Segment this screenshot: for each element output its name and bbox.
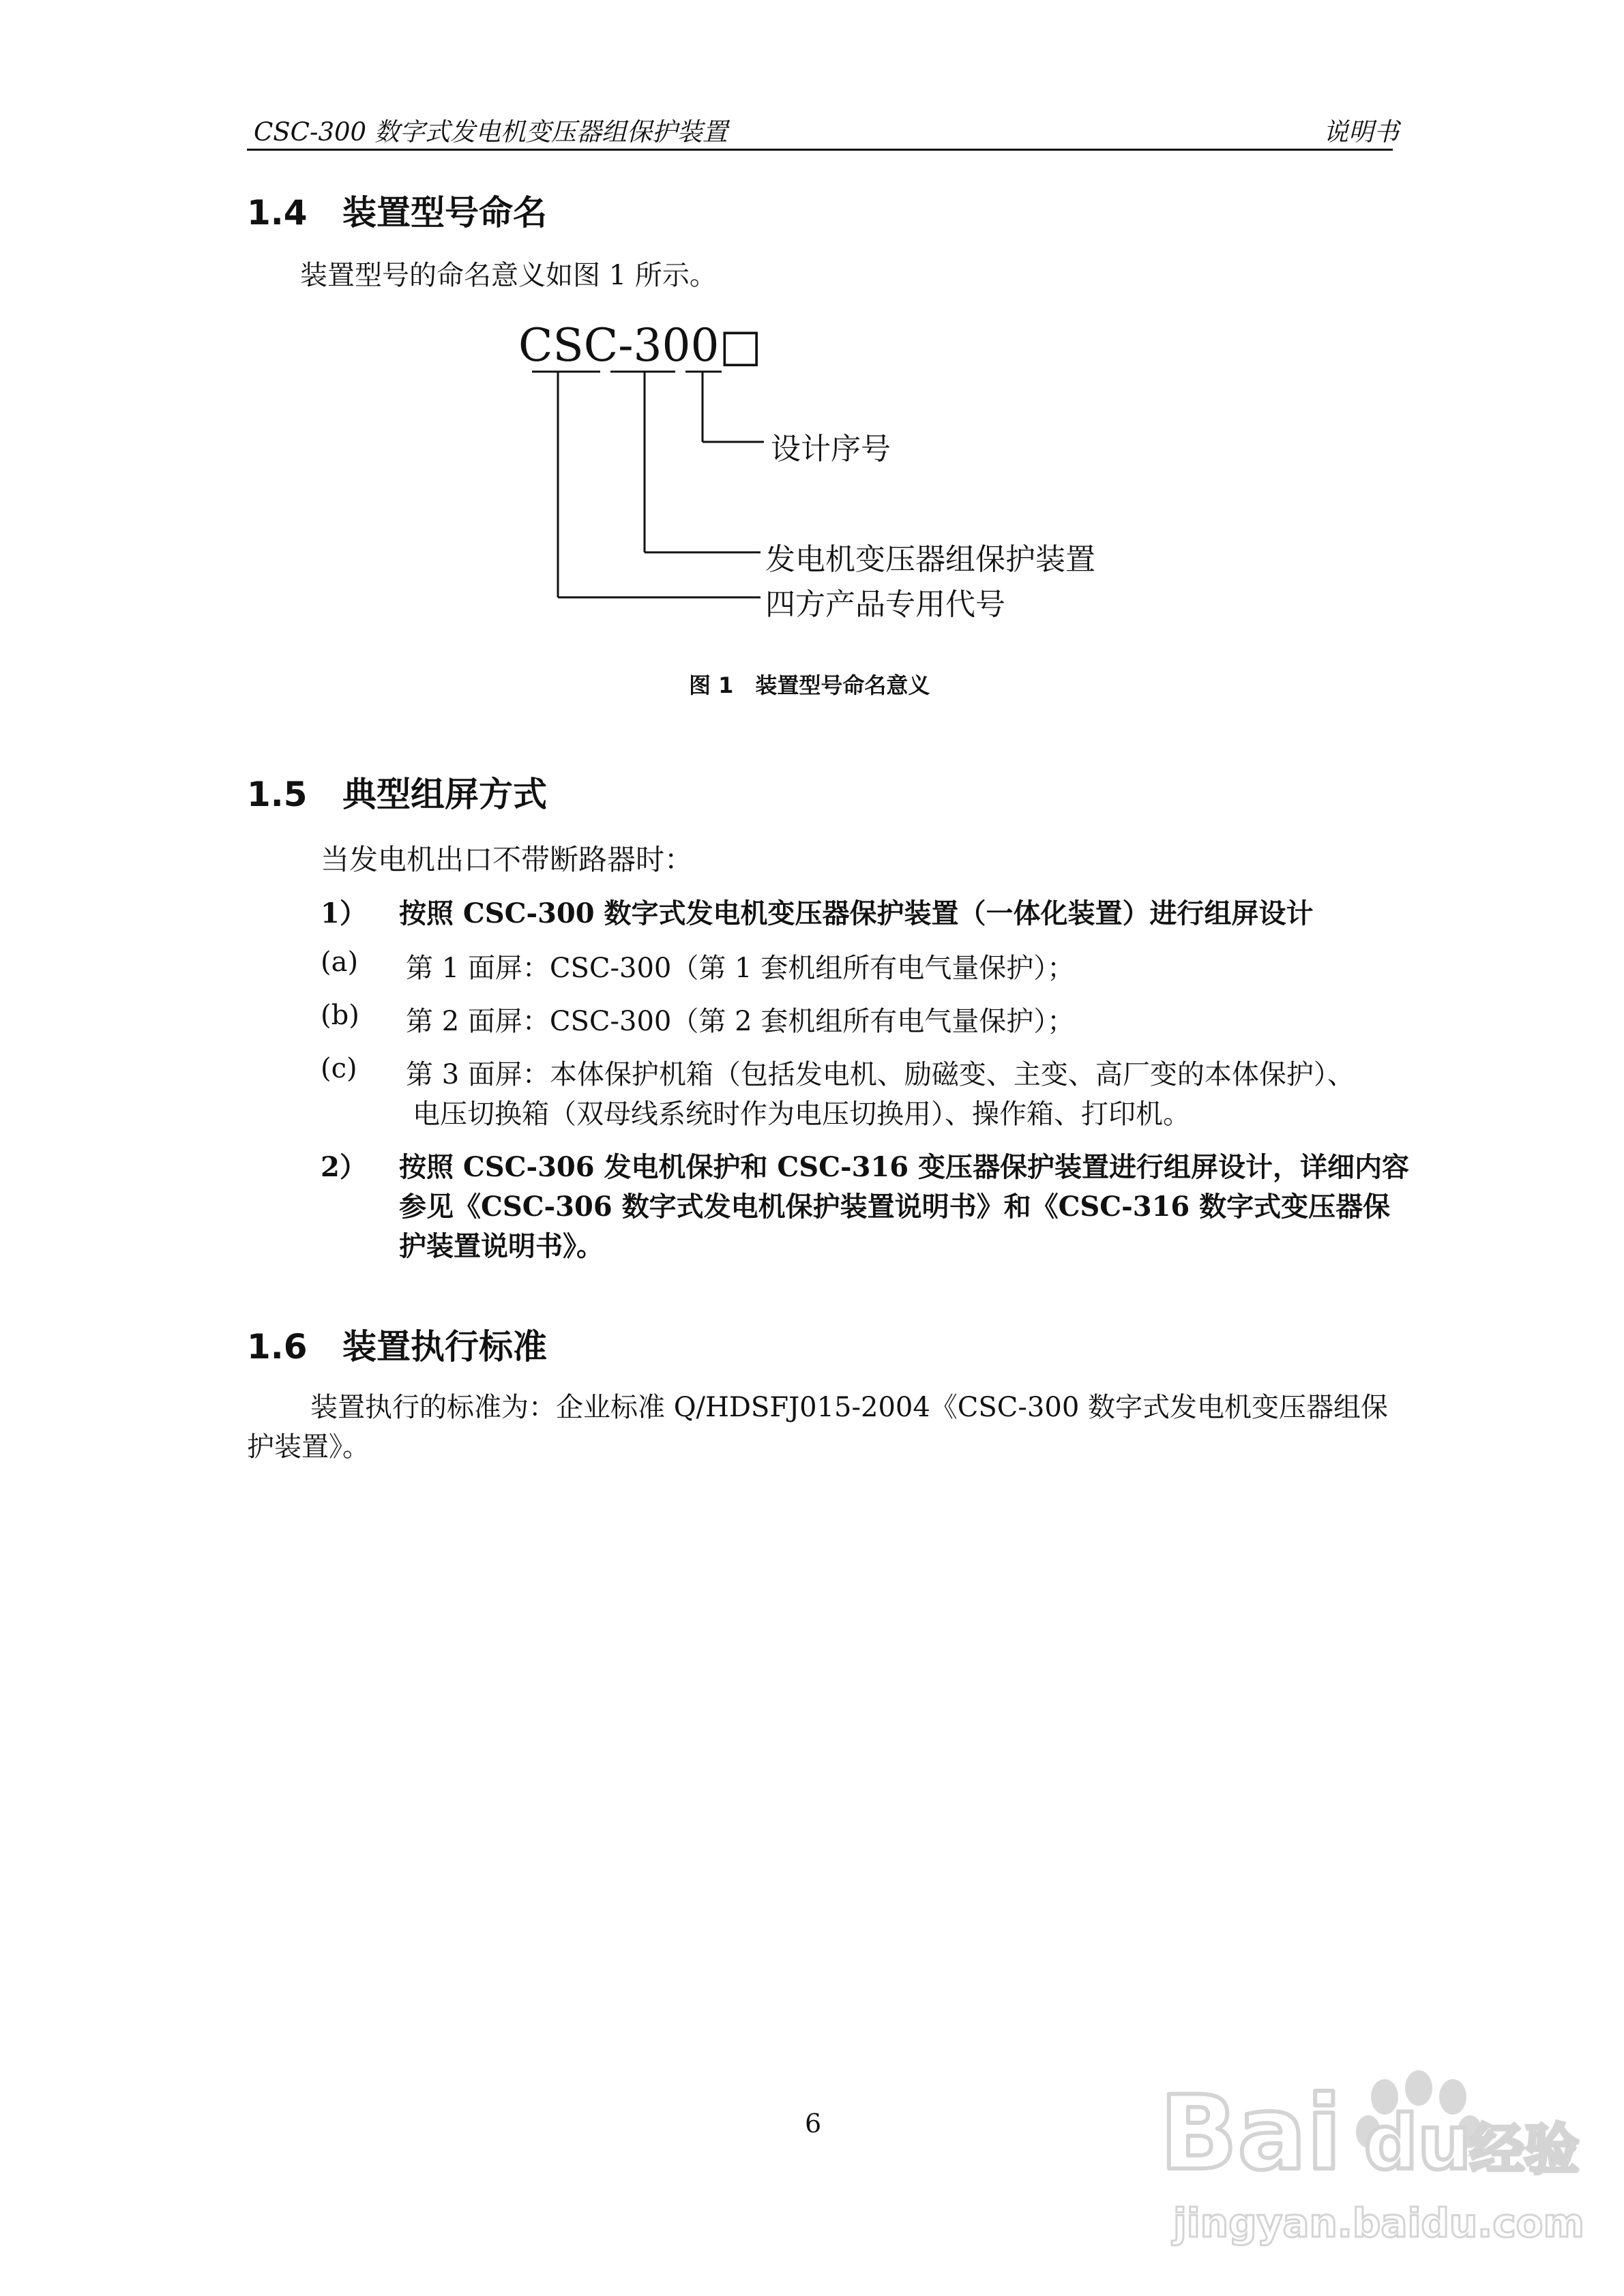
sub-a-marker: (a) bbox=[321, 946, 359, 978]
svg-text:Bai: Bai bbox=[1160, 2074, 1342, 2193]
item-2-line-3: 护装置说明书》。 bbox=[399, 1230, 604, 1262]
item-1-text: 按照 CSC-300 数字式发电机变压器保护装置（一体化装置）进行组屏设计 bbox=[399, 897, 1314, 929]
sub-b-marker: (b) bbox=[321, 1000, 359, 1031]
baidu-jingyan-watermark bbox=[1160, 2066, 1596, 2271]
sub-c-line-1: 第 3 面屏：本体保护机箱（包括发电机、励磁变、主变、高厂变的本体保护）、 bbox=[406, 1059, 1355, 1090]
standard-line-2: 护装置》。 bbox=[247, 1431, 370, 1463]
header-doc-type: 说明书 bbox=[1323, 117, 1399, 147]
section-number: 1.4 bbox=[247, 193, 308, 233]
label-design-serial: 设计序号 bbox=[771, 432, 891, 466]
label-company-code: 四方产品专用代号 bbox=[765, 587, 1005, 622]
watermark-url: jingyan.baidu.com bbox=[1173, 2200, 1584, 2246]
sub-c-marker: (c) bbox=[321, 1053, 357, 1084]
section-number: 1.6 bbox=[247, 1327, 308, 1367]
sub-a-text: 第 1 面屏：CSC-300（第 1 套机组所有电气量保护）； bbox=[406, 953, 1075, 984]
model-code-text: CSC-300 bbox=[518, 319, 720, 372]
condition-text: 当发电机出口不带断路器时： bbox=[321, 843, 694, 876]
section-number: 1.5 bbox=[247, 775, 308, 814]
svg-text:du: du bbox=[1364, 2099, 1472, 2186]
model-code-box: □ bbox=[719, 319, 762, 372]
label-device-type: 发电机变压器组保护装置 bbox=[765, 542, 1095, 577]
header-title: CSC-300 数字式发电机变压器组保护装置 bbox=[254, 117, 728, 147]
section-title: 典型组屏方式 bbox=[342, 775, 547, 814]
section-title: 装置型号命名 bbox=[342, 193, 547, 233]
item-1-marker: 1） bbox=[321, 897, 367, 929]
sub-c-line-2: 电压切换箱（双母线系统时作为电压切换用）、操作箱、打印机。 bbox=[413, 1099, 1190, 1130]
section-1-4-intro: 装置型号的命名意义如图 1 所示。 bbox=[300, 260, 717, 291]
section-1-5-heading bbox=[247, 767, 547, 816]
item-2-marker: 2） bbox=[321, 1151, 367, 1183]
sub-b-text: 第 2 面屏：CSC-300（第 2 套机组所有电气量保护）； bbox=[406, 1006, 1075, 1037]
page-number: 6 bbox=[805, 2108, 822, 2138]
standard-line-1: 装置执行的标准为：企业标准 Q/HDSFJ015-2004《CSC-300 数字式发电机变压器组保 bbox=[310, 1392, 1388, 1423]
figure-caption: 图 1 装置型号命名意义 bbox=[689, 672, 930, 698]
watermark-cn-text: 经验 bbox=[1470, 2118, 1579, 2181]
item-2-line-2: 参见《CSC-306 数字式发电机保护装置说明书》和《CSC-316 数字式变压器保 bbox=[399, 1191, 1391, 1223]
section-1-6-heading bbox=[247, 1320, 547, 1369]
baidu-watermark-logo bbox=[1160, 2066, 1596, 2271]
item-2-line-1: 按照 CSC-306 发电机保护和 CSC-316 变压器保护装置进行组屏设计，详细内容 bbox=[399, 1151, 1410, 1183]
section-title: 装置执行标准 bbox=[342, 1327, 547, 1367]
